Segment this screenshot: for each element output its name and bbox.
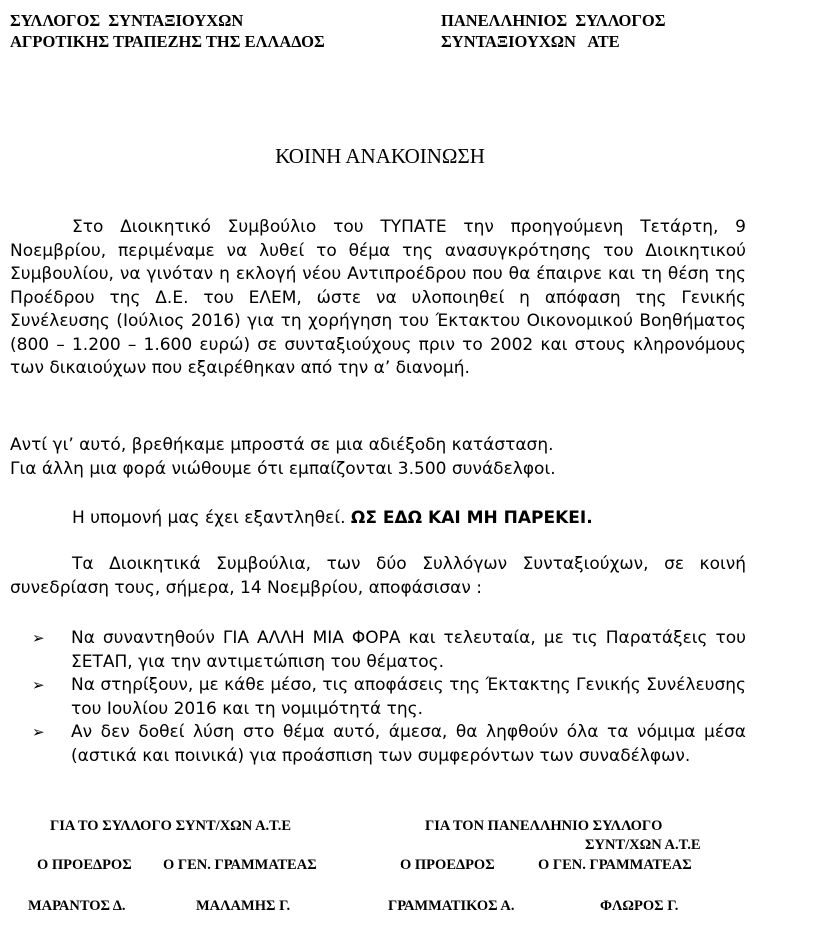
header-left-line2: ΑΓΡΟΤΙΚΗΣ ΤΡΑΠΕΖΗΣ ΤΗΣ ΕΛΛΑΔΟΣ [10, 32, 325, 51]
signature-left-role-secretary: Ο ΓΕΝ. ΓΡΑΜΜΑΤΕΑΣ [163, 857, 317, 873]
list-item-text: Αν δεν δοθεί λύση στο θέμα αυτό, άμεσα, θα ληφθούν όλα τα νόμιμα μέσα (αστικά και ποινικά) για προάσπιση των συμφερόντων των συναδέλφων. [71, 722, 746, 766]
arrow-bullet-icon: ➢ [32, 629, 45, 647]
list-item [10, 721, 746, 768]
signature-right-role-secretary: Ο ΓΕΝ. ΓΡΑΜΜΑΤΕΑΣ [538, 857, 692, 873]
paragraph-2 [10, 434, 746, 481]
signature-right-name-secretary: ΦΛΩΡΟΣ Γ. [600, 898, 679, 914]
header-right-line1: ΠΑΝΕΛΛΗΝΙΟΣ ΣΥΛΛΟΓΟΣ [441, 11, 666, 30]
list-item [10, 674, 746, 721]
decision-list [10, 627, 746, 768]
paragraph-4: Τα Διοικητικά Συμβούλια, των δύο Συλλόγων Συνταξιούχων, σε κοινή συνεδρίαση τους, σήμερα, 14 Νοεμβρίου, αποφάσισαν : [10, 554, 746, 598]
arrow-bullet-icon: ➢ [32, 723, 45, 741]
paragraph-3 [10, 507, 746, 531]
signature-left-name-secretary: ΜΑΛΑΜΗΣ Γ. [196, 898, 291, 914]
header-left [10, 10, 325, 52]
signature-right-heading-line1: ΓΙΑ ΤΟΝ ΠΑΝΕΛΛΗΝΙΟ ΣΥΛΛΟΓΟ [425, 818, 663, 834]
signature-left-heading: ΓΙΑ ΤΟ ΣΥΛΛΟΓΟ ΣΥΝΤ/ΧΩΝ Α.Τ.Ε [50, 818, 292, 834]
paragraph-1: Στο Διοικητικό Συμβούλιο του ΤΥΠΑΤΕ την προηγούμενη Τετάρτη, 9 Νοεμβρίου, περιμέναμε να λυθεί το θέμα της ανασυγκρότησης του Διοικητικού Συμβουλίου, να γινόταν η εκλογή νέου Αντιπροέδρου που θα έπαιρνε και τη θέση της Προέδρου της Δ.Ε. του ΕΛΕΜ, ώστε να υλοποιηθεί η απόφαση της Γενικής Συνέλευσης (Ιούλιος 2016) για τη χορήγηση του Έκτακτου Οικονομικού Βοηθήματος (800 – 1.200 – 1.600 ευρώ) σε συνταξιούχους πριν το 2002 και στους κληρονόμους των δικαιούχων που εξαιρέθηκαν από την α’ διανομή. [10, 217, 746, 378]
header-right-line2: ΣΥΝΤΑΞΙΟΥΧΩΝ ΑΤΕ [441, 32, 620, 51]
signature-right-role-president: Ο ΠΡΟΕΔΡΟΣ [400, 857, 495, 873]
list-item [10, 627, 746, 674]
signature-right-heading-line2: ΣΥΝΤ/ΧΩΝ Α.Τ.Ε [585, 837, 701, 853]
list-item-text: Να στηρίξουν, με κάθε μέσο, τις αποφάσεις της Έκτακτης Γενικής Συνέλευσης του Ιουλίου 2016 και τη νομιμότητά της. [71, 675, 746, 719]
paragraph-2-line2: Για άλλη μια φορά νιώθουμε ότι εμπαίζονται 3.500 συνάδελφοι. [10, 458, 556, 479]
signature-right-name-president: ΓΡΑΜΜΑΤΙΚΟΣ Α. [388, 898, 515, 914]
signature-left-role-president: Ο ΠΡΟΕΔΡΟΣ [37, 857, 132, 873]
paragraph-3-text: Η υπομονή μας έχει εξαντληθεί. [72, 508, 346, 528]
arrow-bullet-icon: ➢ [32, 676, 45, 694]
list-item-text: Να συναντηθούν ΓΙΑ ΑΛΛΗ ΜΙΑ ΦΟΡΑ και τελευταία, με τις Παρατάξεις του ΣΕΤΑΠ, για την αντιμετώπιση του θέματος. [71, 628, 746, 672]
paragraph-3-bold: ΩΣ ΕΔΩ ΚΑΙ ΜΗ ΠΑΡΕΚΕΙ. [350, 508, 593, 528]
paragraph-2-line1: Αντί γι’ αυτό, βρεθήκαμε μπροστά σε μια αδιέξοδη κατάσταση. [10, 435, 554, 455]
signature-left-name-president: ΜΑΡΑΝΤΟΣ Δ. [28, 898, 126, 914]
page-title: ΚΟΙΝΗ ΑΝΑΚΟΙΝΩΣΗ [275, 144, 485, 168]
header-left-line1: ΣΥΛΛΟΓΟΣ ΣΥΝΤΑΞΙΟΥΧΩΝ [10, 11, 244, 30]
header-right [441, 10, 666, 52]
